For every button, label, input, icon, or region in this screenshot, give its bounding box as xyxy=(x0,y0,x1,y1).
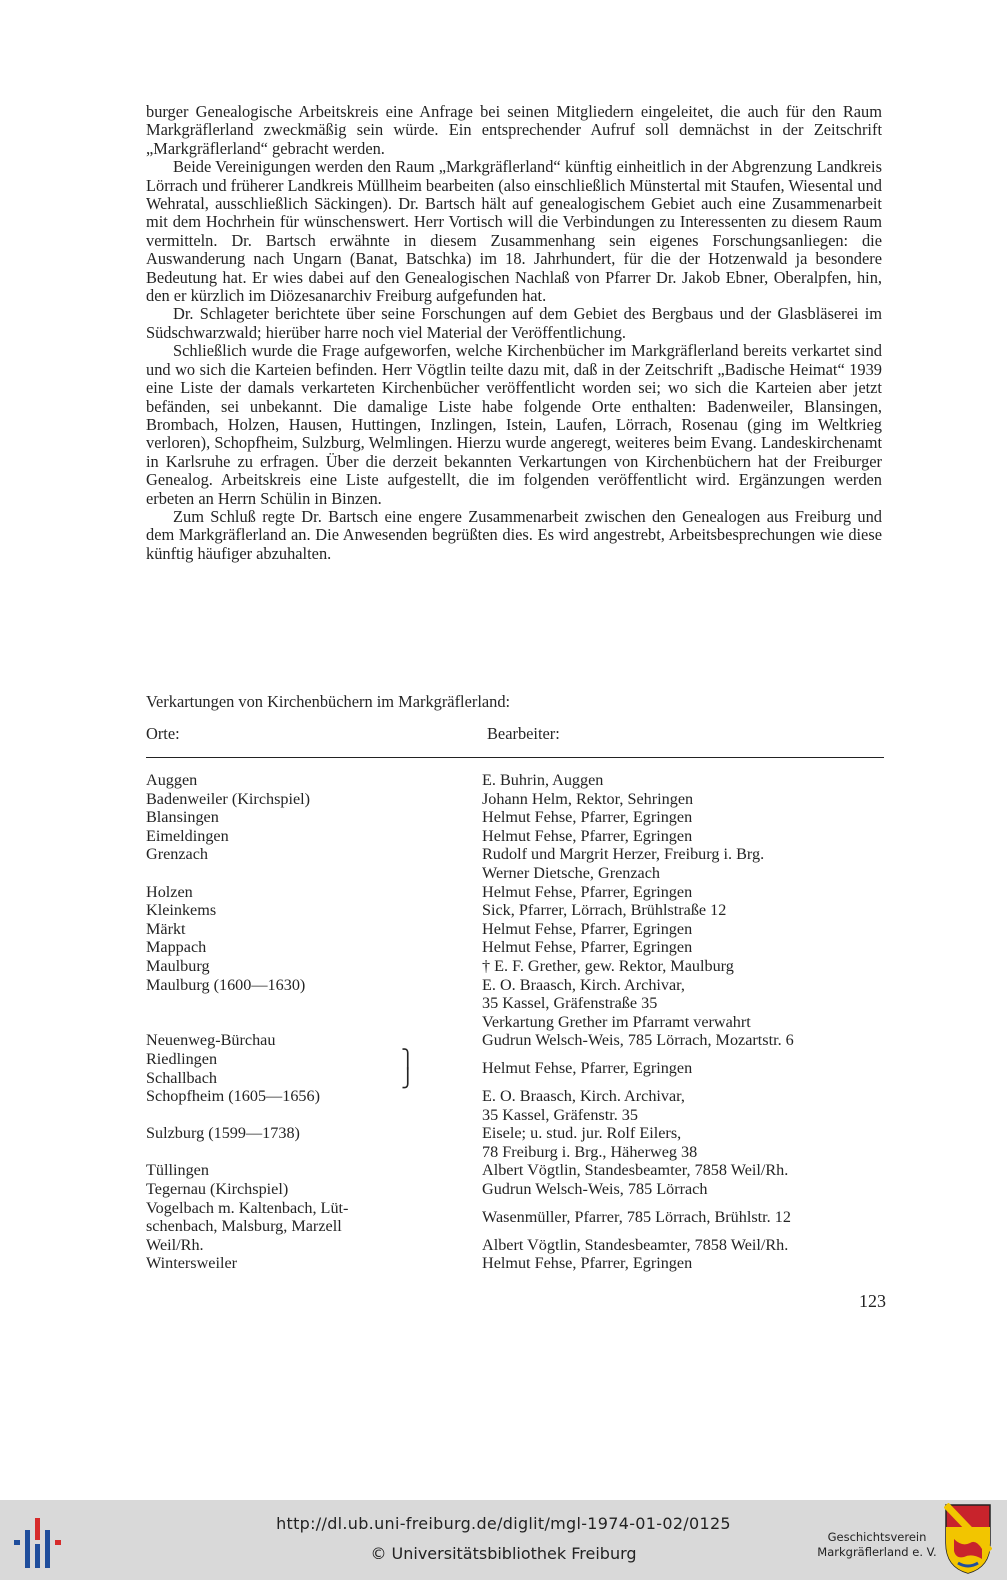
place-cell xyxy=(146,1236,482,1255)
place-name: Märkt xyxy=(146,919,186,938)
editor-name: Helmut Fehse, Pfarrer, Egringen xyxy=(482,1254,693,1273)
editor-name: Werner Dietsche, Grenzach xyxy=(482,863,661,882)
column-header-places: Orte: xyxy=(146,724,180,743)
table-row xyxy=(146,1254,886,1273)
table-row xyxy=(146,938,886,957)
society-line-1: Geschichtsverein xyxy=(827,1530,927,1544)
table-row xyxy=(146,883,886,902)
place-name: Badenweiler (Kirchspiel) xyxy=(146,789,311,808)
editor-cell xyxy=(482,1050,886,1087)
paragraph: Dr. Schlageter berichtete über seine Forschungen auf dem Gebiet des Bergbaus und der Glasbläserei im Südschwarzwald; hierüber harre noch viel Material der Veröffentlichung. xyxy=(146,304,882,342)
editor-name: Johann Helm, Rektor, Sehringen xyxy=(482,789,694,808)
editor-cell xyxy=(482,1031,886,1050)
editor-name: Eisele; u. stud. jur. Rolf Eilers, xyxy=(482,1124,682,1143)
page-number: 123 xyxy=(859,1291,886,1311)
editor-name: E. Buhrin, Auggen xyxy=(482,771,604,789)
table-title: Verkartungen von Kirchenbüchern im Markgräflerland: xyxy=(146,692,511,711)
editor-name: † E. F. Grether, gew. Rektor, Maulburg xyxy=(482,956,734,975)
place-name: Maulburg (1600—1630) xyxy=(146,975,306,994)
paragraph: Zum Schluß regte Dr. Bartsch eine engere Zusammenarbeit zwischen den Genealogen aus Freiburg und dem Markgräflerland an. Die Anwesenden begrüßten dies. Es wird angestrebt, Arbeitsbesprechungen wie diese künftig häufiger abzuhalten. xyxy=(146,506,882,563)
table-row xyxy=(146,1050,886,1087)
editor-name: Helmut Fehse, Pfarrer, Egringen xyxy=(482,919,693,938)
editor-cell xyxy=(482,957,886,976)
editor-cell xyxy=(482,1199,886,1236)
editor-name: 35 Kassel, Gräfenstraße 35 xyxy=(482,994,658,1013)
place-name: Riedlingen xyxy=(146,1049,218,1068)
place-cell xyxy=(146,901,482,920)
place-name: Wintersweiler xyxy=(146,1254,238,1273)
header-rule xyxy=(146,757,884,758)
register-table xyxy=(146,771,886,1273)
table-row xyxy=(146,1161,886,1180)
society-name xyxy=(812,1530,942,1560)
place-cell xyxy=(146,883,482,902)
editor-cell xyxy=(482,1254,886,1273)
place-name: Maulburg xyxy=(146,956,210,975)
place-cell xyxy=(146,827,482,846)
place-name: Schallbach xyxy=(146,1068,218,1087)
place-cell xyxy=(146,1199,482,1236)
editor-cell xyxy=(482,920,886,939)
society-line-2: Markgräflerland e. V. xyxy=(817,1545,937,1559)
place-cell xyxy=(146,976,482,1032)
place-cell xyxy=(146,845,482,882)
editor-cell xyxy=(482,845,886,882)
footer-bar xyxy=(0,1500,1007,1580)
table-row xyxy=(146,845,886,882)
table-row xyxy=(146,1199,886,1236)
editor-name: Verkartung Grether im Pfarramt verwahrt xyxy=(482,1012,751,1031)
table-row xyxy=(146,771,886,790)
place-cell xyxy=(146,790,482,809)
editor-name: Wasenmüller, Pfarrer, 785 Lörrach, Brühlstr. 12 xyxy=(482,1207,791,1226)
place-name: Schopfheim (1605—1656) xyxy=(146,1087,320,1106)
place-cell xyxy=(146,808,482,827)
place-name: Tegernau (Kirchspiel) xyxy=(146,1180,289,1199)
editor-name: Gudrun Welsch-Weis, 785 Lörrach xyxy=(482,1180,708,1199)
editor-cell xyxy=(482,938,886,957)
place-cell xyxy=(146,957,482,976)
editor-name: Helmut Fehse, Pfarrer, Egringen xyxy=(482,808,693,827)
editor-name: Helmut Fehse, Pfarrer, Egringen xyxy=(482,938,693,957)
editor-name: Albert Vögtlin, Standesbeamter, 7858 Weil/Rh. xyxy=(482,1235,789,1254)
place-cell xyxy=(146,1254,482,1273)
place-name: Vogelbach m. Kaltenbach, Lüt- xyxy=(146,1198,349,1217)
editor-cell xyxy=(482,790,886,809)
editor-cell xyxy=(482,827,886,846)
place-name: Blansingen xyxy=(146,808,219,827)
column-header-editors: Bearbeiter: xyxy=(487,724,560,743)
editor-cell xyxy=(482,901,886,920)
editor-cell xyxy=(482,1180,886,1199)
paragraph: burger Genealogische Arbeitskreis eine Anfrage bei seinen Mitgliedern eingeleitet, die auch für den Raum Markgräflerland zweckmäßig sein würde. Ein entsprechender Aufruf soll demnächst in der Zeitschrift „Markgräflerland“ gebracht werden. xyxy=(146,102,882,158)
place-name: Kleinkems xyxy=(146,901,217,920)
editor-name: 78 Freiburg i. Brg., Häherweg 38 xyxy=(482,1142,698,1161)
editor-name: 35 Kassel, Gräfenstr. 35 xyxy=(482,1105,638,1124)
table-row xyxy=(146,1031,886,1050)
editor-name: E. O. Braasch, Kirch. Archivar, xyxy=(482,1087,685,1106)
table-row xyxy=(146,920,886,939)
editor-cell xyxy=(482,1236,886,1255)
body-text xyxy=(146,103,882,563)
editor-name: Albert Vögtlin, Standesbeamter, 7858 Weil/Rh. xyxy=(482,1161,789,1180)
place-name: Sulzburg (1599—1738) xyxy=(146,1124,300,1143)
place-cell xyxy=(146,1087,482,1124)
table-row xyxy=(146,827,886,846)
place-cell xyxy=(146,938,482,957)
paragraph: Schließlich wurde die Frage aufgeworfen, welche Kirchenbücher im Markgräflerland bereits verkartet sind und wo sich die Karteien befinden. Herr Vögtlin teilte dazu mit, daß in der Zeitschrift „Badische Heimat“ 1939 eine Liste der damals verkarteten Kirchenbücher veröffentlicht worden sei; wo sich die Karteien aber jetzt befänden, sei unbekannt. Die damalige Liste habe folgende Orte enthalten: Badenweiler, Blansingen, Brombach, Holzen, Hausen, Huttingen, Inzlingen, Istein, Laufen, Lörrach, Rosenau (ging im Weltkrieg verloren), Schopfheim, Sulzburg, Welmlingen. Hierzu wurde angeregt, weiteres beim Evang. Landeskirchenamt in Karlsruhe zu erfragen. Über die derzeit bekannten Verkartungen von Kirchenbüchern hat der Freiburger Genealog. Arbeitskreis eine Liste aufgestellt, die im folgenden veröffentlicht wird. Ergänzungen werden erbeten an Herrn Schülin in Binzen. xyxy=(146,341,882,508)
editor-cell xyxy=(482,1087,886,1124)
editor-name: Helmut Fehse, Pfarrer, Egringen xyxy=(482,1058,693,1077)
table-row xyxy=(146,1087,886,1124)
table-row xyxy=(146,1236,886,1255)
table-row xyxy=(146,1124,886,1161)
place-name: Tüllingen xyxy=(146,1161,209,1180)
footer-url-link[interactable]: http://dl.ub.uni-freiburg.de/diglit/mgl-1974-01-02/0125 xyxy=(276,1514,731,1533)
place-cell xyxy=(146,771,482,790)
editor-name: Helmut Fehse, Pfarrer, Egringen xyxy=(482,882,693,901)
place-cell xyxy=(146,1161,482,1180)
editor-name: E. O. Braasch, Kirch. Archivar, xyxy=(482,975,685,994)
editor-cell xyxy=(482,1124,886,1161)
editor-cell xyxy=(482,808,886,827)
place-name: Mappach xyxy=(146,938,207,957)
place-name: Holzen xyxy=(146,882,193,901)
brace-mark: ⎫ ⎭ xyxy=(401,1048,415,1088)
coat-of-arms-icon xyxy=(944,1503,992,1575)
table-row xyxy=(146,808,886,827)
place-name: Eimeldingen xyxy=(146,826,229,845)
place-name: Grenzach xyxy=(146,845,209,864)
table-row xyxy=(146,957,886,976)
editor-cell xyxy=(482,1161,886,1180)
paragraph: Beide Vereinigungen werden den Raum „Markgräflerland“ künftig einheitlich in der Abgrenzung Landkreis Lörrach und früherer Landkreis Müllheim bearbeiten (also einschließlich Münstertal mit Staufen, Wiesental und Wehratal, ausschließlich Säckingen). Dr. Bartsch hält auf genealogischem Gebiet auch eine Zusammenarbeit mit dem Hochrhein für wünschenswert. Herr Vortisch will die Verbindungen zu Interessenten zu diesem Raum vermitteln. Dr. Bartsch erwähnte in diesem Zusammenhang sein eigenes Forschungsanliegen: die Auswanderung nach Ungarn (Banat, Batschka) im 18. Jahrhundert, für die der Hotzenwald ja besondere Bedeutung hat. Er wies dabei auf den Genealogischen Nachlaß von Pfarrer Dr. Jakob Ebner, Oberalpfen, hin, den er kürzlich im Diözesanarchiv Freiburg aufgefunden hat. xyxy=(146,157,882,306)
editor-name: Helmut Fehse, Pfarrer, Egringen xyxy=(482,826,693,845)
table-row xyxy=(146,901,886,920)
table-row xyxy=(146,790,886,809)
place-name: Neuenweg-Bürchau xyxy=(146,1031,276,1050)
place-cell xyxy=(146,1050,482,1087)
editor-name: Rudolf und Margrit Herzer, Freiburg i. Brg. xyxy=(482,845,765,864)
editor-name: Sick, Pfarrer, Lörrach, Brühlstraße 12 xyxy=(482,901,727,920)
table-row xyxy=(146,1180,886,1199)
place-cell xyxy=(146,1124,482,1161)
editor-cell xyxy=(482,771,886,790)
place-cell xyxy=(146,920,482,939)
place-name: Weil/Rh. xyxy=(146,1235,204,1254)
place-name: schenbach, Malsburg, Marzell xyxy=(146,1217,342,1236)
editor-cell xyxy=(482,976,886,1032)
table-row xyxy=(146,976,886,1032)
place-cell xyxy=(146,1180,482,1199)
footer-copyright: © Universitätsbibliothek Freiburg xyxy=(370,1544,637,1563)
place-cell xyxy=(146,1031,482,1050)
place-name: Auggen xyxy=(146,771,198,789)
editor-cell xyxy=(482,883,886,902)
editor-name: Gudrun Welsch-Weis, 785 Lörrach, Mozartstr. 6 xyxy=(482,1031,794,1050)
